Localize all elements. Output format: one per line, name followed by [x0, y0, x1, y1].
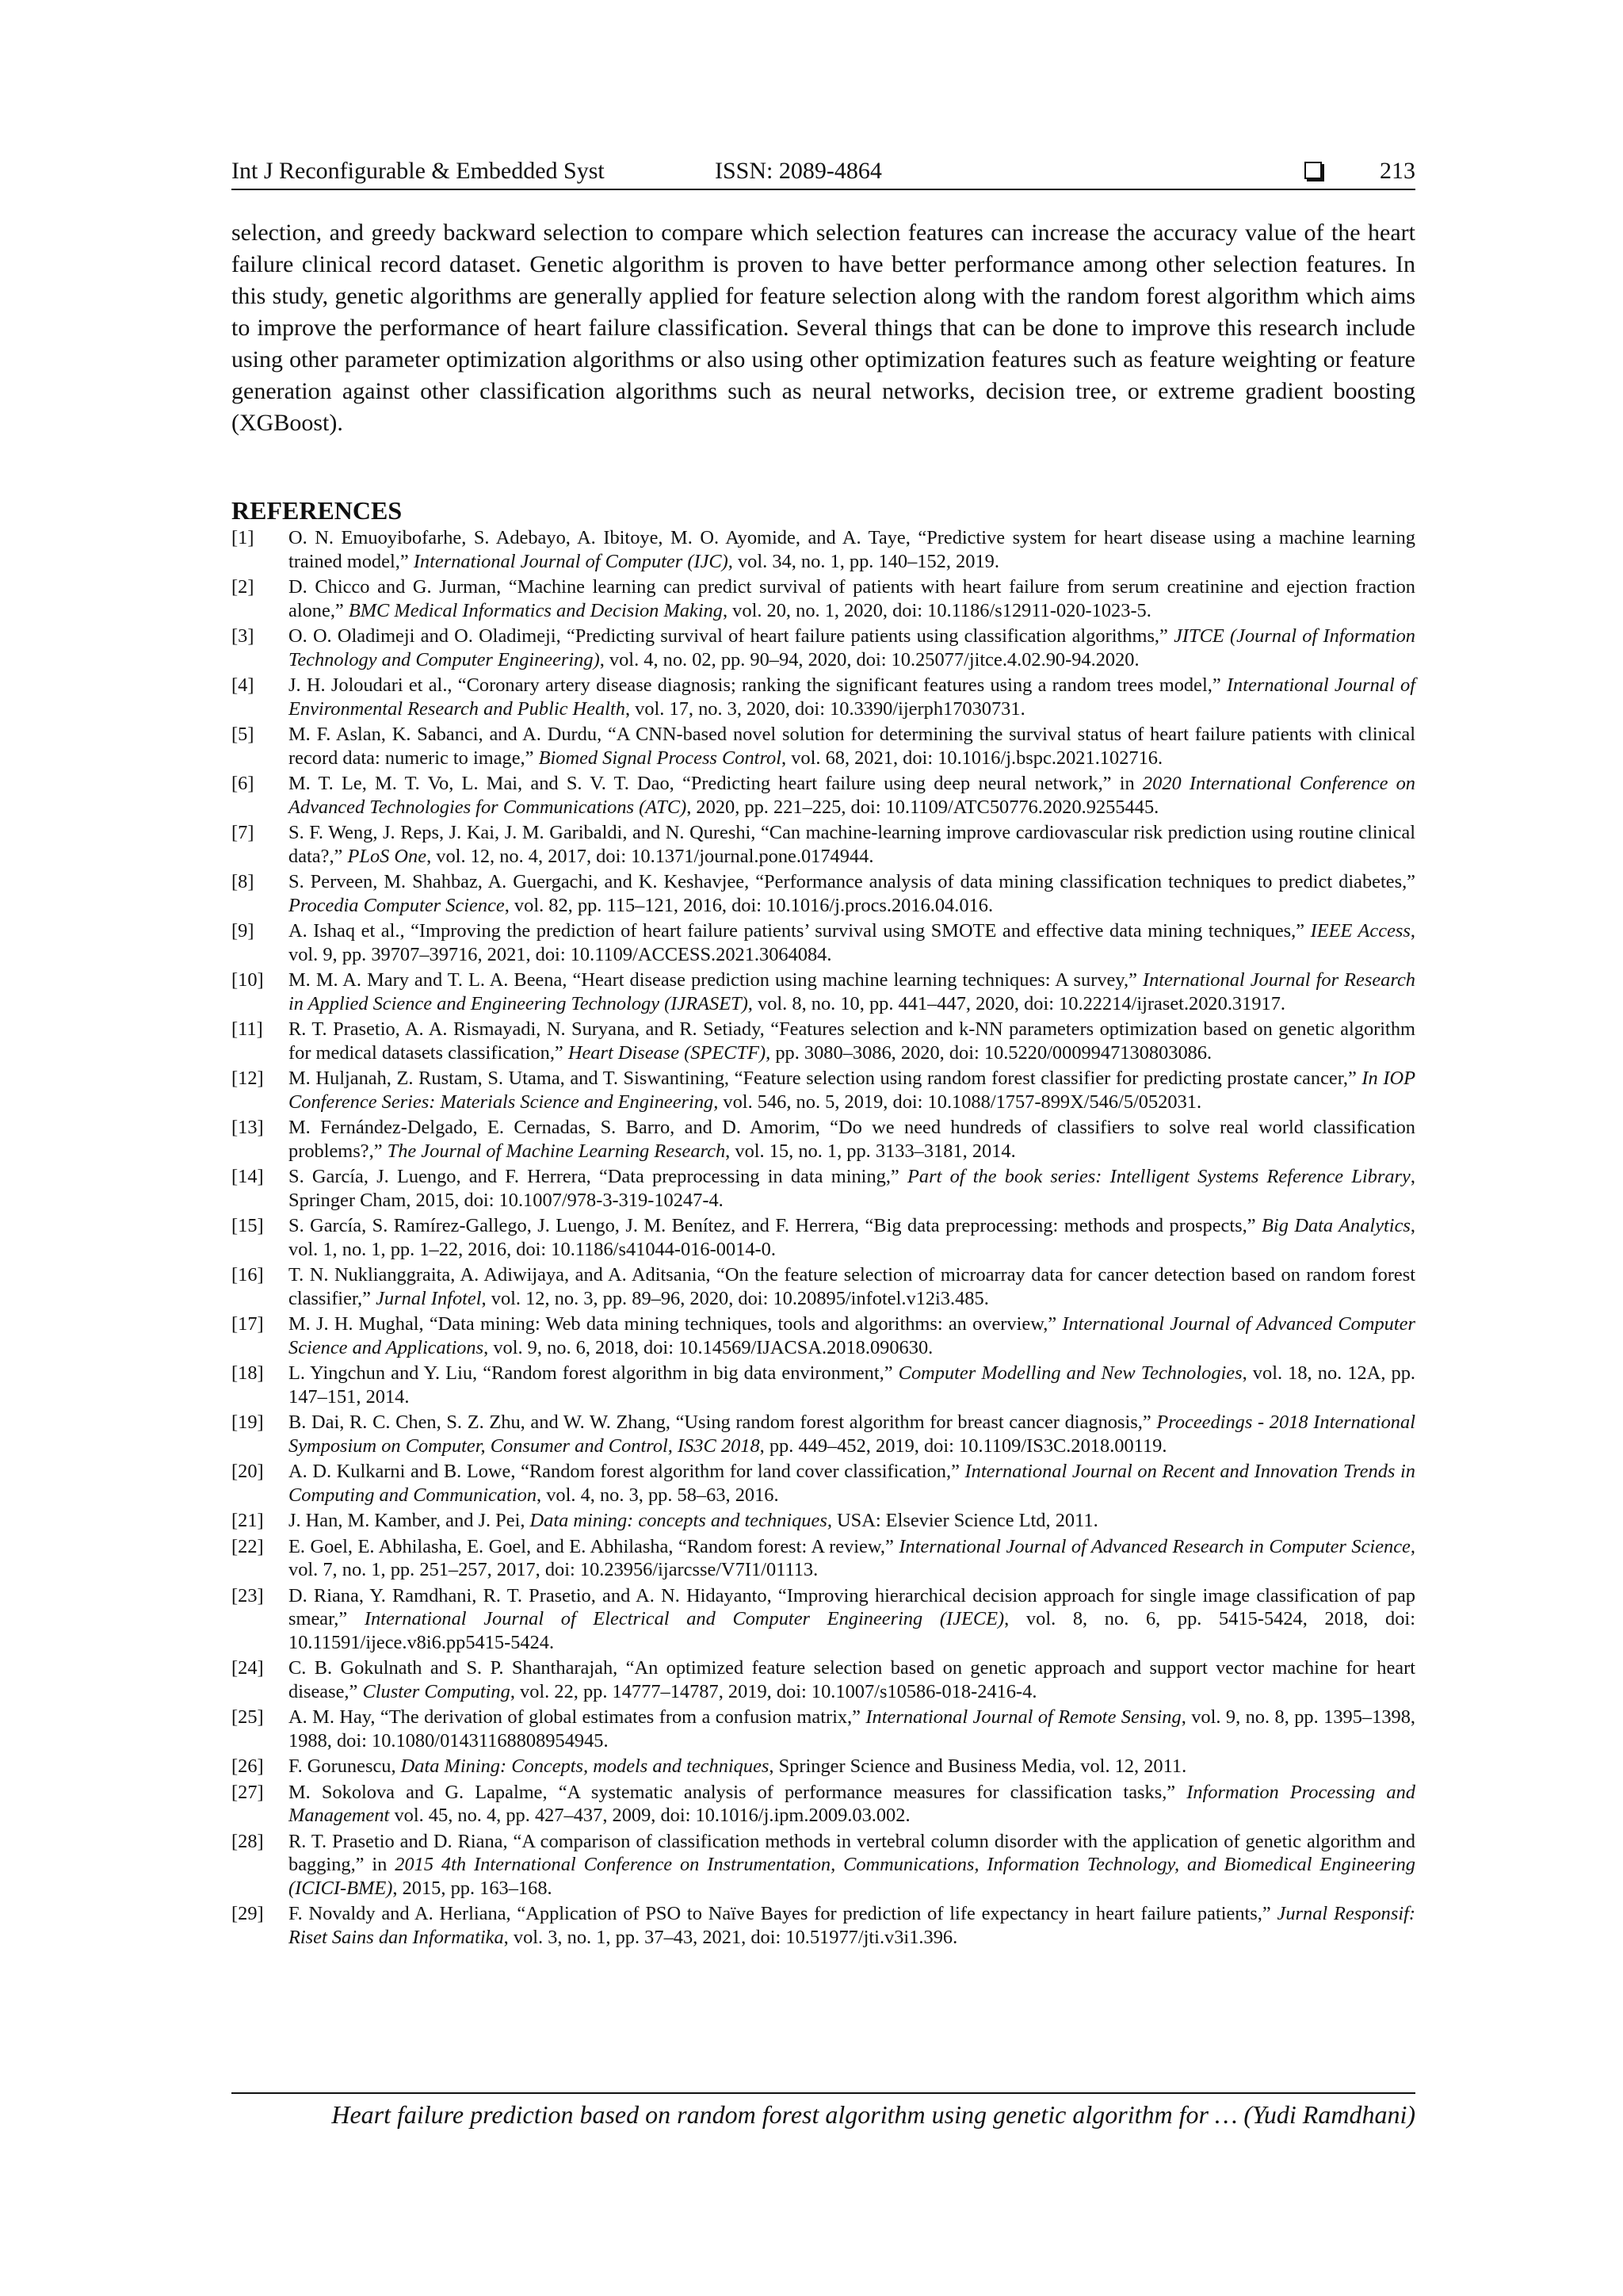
reference-number: [28] — [231, 1830, 264, 1852]
reference-number: [11] — [231, 1018, 263, 1040]
reference-details: , vol. 9, no. 8, pp. 1395–1398, 1988, doi: 10.1080/01431168808954945. — [288, 1706, 1416, 1752]
reference-number: [20] — [231, 1461, 264, 1482]
reference-number: [19] — [231, 1412, 264, 1433]
reference-number: [23] — [231, 1584, 264, 1606]
reference-source: International Journal of Advanced Computer Science and Applications — [288, 1313, 1415, 1358]
reference-item — [231, 1781, 1415, 1828]
reference-item — [231, 1018, 1415, 1064]
reference-text: J. H. Joloudari et al., “Coronary artery disease diagnosis; ranking the significant features using a random trees model,” — [288, 674, 1227, 696]
reference-source: Proceedings - 2018 International Symposium on Computer, Consumer and Control, IS3C 2018 — [288, 1412, 1415, 1457]
reference-text: M. Huljanah, Z. Rustam, S. Utama, and T. Siswantining, “Feature selection using random forest classifier for predicting prostate cancer,” — [288, 1068, 1362, 1089]
reference-text: M. Fernández-Delgado, E. Cernadas, S. Barro, and D. Amorim, “Do we need hundreds of classifiers to solve real world classification problems?,” — [288, 1117, 1415, 1162]
reference-source: Cluster Computing — [362, 1680, 510, 1702]
reference-text: J. Han, M. Kamber, and J. Pei, — [288, 1510, 530, 1531]
reference-item — [231, 1509, 1415, 1533]
reference-source: Jurnal Infotel — [376, 1287, 482, 1309]
reference-text: T. N. Nuklianggraita, A. Adiwijaya, and A. Aditsania, “On the feature selection of microarray data for cancer detection based on random forest classifier,” — [288, 1264, 1415, 1309]
reference-details: , vol. 8, no. 6, pp. 5415-5424, 2018, doi: 10.11591/ijece.v8i6.pp5415-5424. — [288, 1608, 1415, 1653]
reference-source: Jurnal Responsif: Riset Sains dan Informatika — [288, 1903, 1415, 1948]
reference-number: [10] — [231, 969, 264, 991]
reference-source: International Journal on Recent and Innovation Trends in Computing and Communication — [288, 1461, 1415, 1506]
reference-text: S. García, J. Luengo, and F. Herrera, “Data preprocessing in data mining,” — [288, 1166, 907, 1187]
reference-source: Computer Modelling and New Technologies — [898, 1362, 1243, 1384]
reference-details: , Springer Science and Business Media, vol. 12, 2011. — [769, 1755, 1187, 1777]
reference-source: Data mining: concepts and techniques, — [529, 1510, 832, 1531]
reference-text: M. M. A. Mary and T. L. A. Beena, “Heart disease prediction using machine learning techniques: A survey,” — [288, 969, 1143, 991]
reference-number: [16] — [231, 1264, 264, 1286]
reference-source: International Journal of Environmental Research and Public Health — [288, 674, 1415, 720]
reference-item — [231, 968, 1415, 1015]
reference-number: [24] — [231, 1657, 264, 1679]
reference-number: [5] — [231, 724, 254, 745]
reference-item — [231, 1460, 1415, 1507]
issn-label: ISSN: 2089-4864 — [715, 158, 882, 184]
reference-source: Heart Disease (SPECTF), — [567, 1041, 771, 1064]
reference-text: R. T. Prasetio and D. Riana, “A comparison of classification methods in vertebral column disorder with the application of genetic algorithm and bagging,” in — [288, 1830, 1415, 1875]
reference-details: , vol. 68, 2021, doi: 10.1016/j.bspc.2021.102716. — [781, 747, 1163, 769]
reference-item — [231, 1656, 1415, 1703]
reference-item — [231, 723, 1415, 770]
reference-source: International Journal of Computer (IJC), — [413, 550, 733, 572]
reference-item — [231, 625, 1415, 671]
reference-item — [231, 674, 1415, 720]
reference-details: , vol. 18, no. 12A, pp. 147–151, 2014. — [288, 1362, 1416, 1408]
reference-source: In IOP Conference Series: Materials Science and Engineering, — [288, 1068, 1415, 1113]
reference-details: vol. 7, no. 1, pp. 251–257, 2017, doi: 10.23956/ijarcsse/V7I1/01113. — [288, 1559, 819, 1580]
reference-text: S. García, S. Ramírez-Gallego, J. Luengo, J. M. Benítez, and F. Herrera, “Big data preprocessing: methods and prospects,” — [288, 1215, 1262, 1236]
reference-source: Big Data Analytics — [1262, 1215, 1411, 1236]
reference-number: [26] — [231, 1755, 264, 1777]
reference-details: , Springer Cham, 2015, doi: 10.1007/978-3-319-10247-4. — [288, 1166, 1415, 1211]
page-header — [231, 155, 1415, 192]
reference-text: M. J. H. Mughal, “Data mining: Web data mining techniques, tools and algorithms: an overview,” — [288, 1313, 1063, 1335]
reference-source: PLoS One — [347, 845, 427, 867]
reference-item — [231, 1902, 1415, 1949]
reference-details: , vol. 4, no. 3, pp. 58–63, 2016. — [537, 1484, 779, 1506]
reference-source: International Journal for Research in Applied Science and Engineering Technology (IJRASET), — [288, 969, 1415, 1014]
reference-number: [29] — [231, 1903, 264, 1924]
reference-details: vol. 8, no. 10, pp. 441–447, 2020, doi: 10.22214/ijraset.2020.31917. — [752, 992, 1285, 1014]
reference-text: A. M. Hay, “The derivation of global estimates from a confusion matrix,” — [288, 1706, 866, 1728]
reference-text: O. O. Oladimeji and O. Oladimeji, “Predicting survival of heart failure patients using classification algorithms,” — [288, 625, 1174, 647]
reference-details: vol. 546, no. 5, 2019, doi: 10.1088/1757-899X/546/5/052031. — [718, 1091, 1202, 1113]
reference-number: [15] — [231, 1215, 264, 1236]
reference-details: , pp. 449–452, 2019, doi: 10.1109/IS3C.2018.00119. — [759, 1435, 1167, 1457]
reference-item — [231, 575, 1415, 622]
body-paragraph: selection, and greedy backward selection to compare which selection features can increase the accuracy value of the heart failure clinical record dataset. Genetic algorithm is proven to have better performance among other selection features. In this study, genetic algorithms are generally applied for feature selection along with the random forest algorithm which aims to improve the performance of heart failure classification. Several things that can be done to improve this research include using other parameter optimization algorithms or also using other optimization features such as feature weighting or feature generation against other classification algorithms such as neural networks, decision tree, or extreme gradient boosting (XGBoost). — [231, 220, 1415, 436]
reference-details: , vol. 15, no. 1, pp. 3133–3181, 2014. — [725, 1140, 1016, 1162]
reference-source: Part of the book series: Intelligent Systems Reference Library — [907, 1166, 1411, 1187]
footer-rule — [231, 2092, 1415, 2094]
reference-text: S. Perveen, M. Shahbaz, A. Guergachi, and K. Keshavjee, “Performance analysis of data mining classification techniques to predict diabetes,” — [288, 871, 1415, 892]
reference-source: 2020 International Conference on Advanced Technologies for Communications (ATC) — [288, 773, 1416, 818]
reference-item — [231, 919, 1415, 966]
reference-details: , vol. 12, no. 4, 2017, doi: 10.1371/journal.pone.0174944. — [426, 845, 874, 867]
reference-source: 2015 4th International Conference on Instrumentation, Communications, Information Technology, and Biomedical Engineering (ICICI-BME) — [288, 1854, 1415, 1899]
reference-text: L. Yingchun and Y. Liu, “Random forest algorithm in big data environment,” — [288, 1362, 899, 1384]
reference-text: F. Novaldy and A. Herliana, “Application of PSO to Naïve Bayes for prediction of life expectancy in heart failure patients,” — [288, 1903, 1277, 1924]
references-heading: REFERENCES — [231, 496, 403, 525]
reference-item — [231, 772, 1415, 819]
reference-text: C. B. Gokulnath and S. P. Shantharajah, “An optimized feature selection based on genetic approach and support vector machine for heart disease,” — [288, 1657, 1415, 1702]
reference-source: Procedia Computer Science — [288, 894, 505, 916]
reference-number: [6] — [231, 773, 254, 794]
reference-text: R. T. Prasetio, A. A. Rismayadi, N. Suryana, and R. Setiady, “Features selection and k-NN parameters optimization based on genetic algorithm for medical datasets classification,” — [288, 1018, 1415, 1064]
reference-details: , vol. 4, no. 02, pp. 90–94, 2020, doi: 10.25077/jitce.4.02.90-94.2020. — [599, 648, 1140, 670]
reference-item — [231, 1535, 1415, 1582]
square-box-icon — [1304, 162, 1322, 179]
reference-number: [13] — [231, 1117, 264, 1138]
reference-item — [231, 1067, 1415, 1114]
reference-source: Data Mining: Concepts, models and techniques — [400, 1755, 769, 1777]
header-rule — [231, 189, 1415, 190]
reference-text: A. Ishaq et al., “Improving the prediction of heart failure patients’ survival using SMOTE and effective data mining techniques,” — [288, 920, 1311, 942]
reference-item — [231, 1214, 1415, 1261]
reference-item — [231, 821, 1415, 868]
page-number: 213 — [1380, 158, 1415, 184]
references-list — [231, 526, 1415, 1951]
reference-number: [17] — [231, 1313, 264, 1335]
reference-number: [2] — [231, 576, 254, 598]
reference-number: [1] — [231, 527, 254, 548]
reference-source: International Journal of Electrical and Computer Engineering (IJECE) — [364, 1608, 1005, 1629]
reference-text: M. F. Aslan, K. Sabanci, and A. Durdu, “A CNN-based novel solution for determining the survival status of heart failure patients with clinical record data: numeric to image,” — [288, 724, 1415, 769]
reference-source: BMC Medical Informatics and Decision Making — [348, 599, 723, 621]
reference-text: O. N. Emuoyibofarhe, S. Adebayo, A. Ibitoye, M. O. Ayomide, and A. Taye, “Predictive system for heart disease using a machine learning trained model,” — [288, 527, 1415, 572]
reference-details: , vol. 17, no. 3, 2020, doi: 10.3390/ijerph17030731. — [624, 697, 1025, 720]
reference-details: , vol. 22, pp. 14777–14787, 2019, doi: 10.1007/s10586-018-2416-4. — [510, 1680, 1037, 1702]
reference-details: , 2020, pp. 221–225, doi: 10.1109/ATC50776.2020.9255445. — [686, 796, 1159, 818]
reference-details: , vol. 12, no. 3, pp. 89–96, 2020, doi: 10.20895/infotel.v12i3.485. — [481, 1287, 989, 1309]
reference-text: F. Gorunescu, — [288, 1755, 401, 1777]
reference-number: [12] — [231, 1068, 264, 1089]
reference-text: A. D. Kulkarni and B. Lowe, “Random forest algorithm for land cover classification,” — [288, 1461, 965, 1482]
reference-details: , vol. 82, pp. 115–121, 2016, doi: 10.1016/j.procs.2016.04.016. — [504, 894, 994, 916]
reference-item — [231, 1165, 1415, 1212]
reference-item — [231, 1706, 1415, 1752]
reference-number: [14] — [231, 1166, 264, 1187]
reference-item — [231, 1411, 1415, 1457]
reference-source: International Journal of Remote Sensing — [865, 1706, 1182, 1728]
reference-number: [25] — [231, 1706, 264, 1728]
reference-number: [8] — [231, 871, 254, 892]
reference-text: E. Goel, E. Abhilasha, E. Goel, and E. Abhilasha, “Random forest: A review,” — [288, 1535, 899, 1557]
reference-source: JITCE (Journal of Information Technology and Computer Engineering) — [288, 625, 1415, 670]
reference-details: USA: Elsevier Science Ltd, 2011. — [831, 1510, 1098, 1531]
reference-number: [21] — [231, 1510, 264, 1531]
reference-source: IEEE Access — [1310, 920, 1411, 942]
reference-details: , vol. 20, no. 1, 2020, doi: 10.1186/s12911-020-1023-5. — [722, 599, 1151, 621]
reference-source: Biomed Signal Process Control — [538, 747, 782, 769]
reference-text: S. F. Weng, J. Reps, J. Kai, J. M. Garibaldi, and N. Qureshi, “Can machine-learning improve cardiovascular risk prediction using routine clinical data?,” — [288, 822, 1415, 867]
reference-details: vol. 34, no. 1, pp. 140–152, 2019. — [732, 550, 999, 572]
reference-item — [231, 1263, 1415, 1310]
reference-details: , 2015, pp. 163–168. — [392, 1877, 552, 1899]
reference-text: D. Riana, Y. Ramdhani, R. T. Prasetio, and A. N. Hidayanto, “Improving hierarchical decision approach for single image classification of pap smear,” — [288, 1584, 1415, 1629]
reference-details: , vol. 9, pp. 39707–39716, 2021, doi: 10.1109/ACCESS.2021.3064084. — [288, 920, 1415, 965]
reference-text: M. Sokolova and G. Lapalme, “A systematic analysis of performance measures for classification tasks,” — [288, 1781, 1187, 1803]
reference-details: pp. 3080–3086, 2020, doi: 10.5220/0009947130803086. — [770, 1041, 1212, 1064]
reference-number: [9] — [231, 920, 254, 942]
reference-number: [18] — [231, 1362, 264, 1384]
reference-item — [231, 1312, 1415, 1359]
reference-source: The Journal of Machine Learning Research — [387, 1140, 726, 1162]
reference-item — [231, 870, 1415, 917]
reference-number: [4] — [231, 674, 254, 696]
journal-title: Int J Reconfigurable & Embedded Syst — [231, 158, 605, 184]
reference-item — [231, 1755, 1415, 1778]
reference-number: [27] — [231, 1781, 264, 1803]
reference-item — [231, 1362, 1415, 1408]
reference-number: [22] — [231, 1535, 264, 1557]
reference-number: [7] — [231, 822, 254, 843]
reference-text: M. T. Le, M. T. Vo, L. Mai, and S. V. T. Dao, “Predicting heart failure using deep neural network,” in — [288, 773, 1143, 794]
reference-number: [3] — [231, 625, 254, 647]
reference-item — [231, 526, 1415, 573]
reference-text: D. Chicco and G. Jurman, “Machine learning can predict survival of patients with heart failure from serum creatinine and ejection fraction alone,” — [288, 576, 1415, 621]
reference-details: , vol. 9, no. 6, 2018, doi: 10.14569/IJACSA.2018.090630. — [483, 1336, 934, 1358]
page-footer: Heart failure prediction based on random forest algorithm using genetic algorithm for … (Yudi Ramdhani) — [331, 2100, 1415, 2129]
reference-details: , vol. 3, no. 1, pp. 37–43, 2021, doi: 10.51977/jti.v3i1.396. — [503, 1926, 958, 1948]
reference-item — [231, 1584, 1415, 1655]
reference-text: B. Dai, R. C. Chen, S. Z. Zhu, and W. W. Zhang, “Using random forest algorithm for breast cancer diagnosis,” — [288, 1412, 1157, 1433]
reference-source: International Journal of Advanced Research in Computer Science, — [899, 1535, 1415, 1557]
reference-details: , vol. 1, no. 1, pp. 1–22, 2016, doi: 10.1186/s41044-016-0014-0. — [288, 1215, 1415, 1260]
reference-source: Information Processing and Management — [288, 1781, 1415, 1826]
reference-item — [231, 1116, 1415, 1163]
reference-item — [231, 1830, 1415, 1901]
reference-details: vol. 45, no. 4, pp. 427–437, 2009, doi: 10.1016/j.ipm.2009.03.002. — [389, 1805, 911, 1826]
